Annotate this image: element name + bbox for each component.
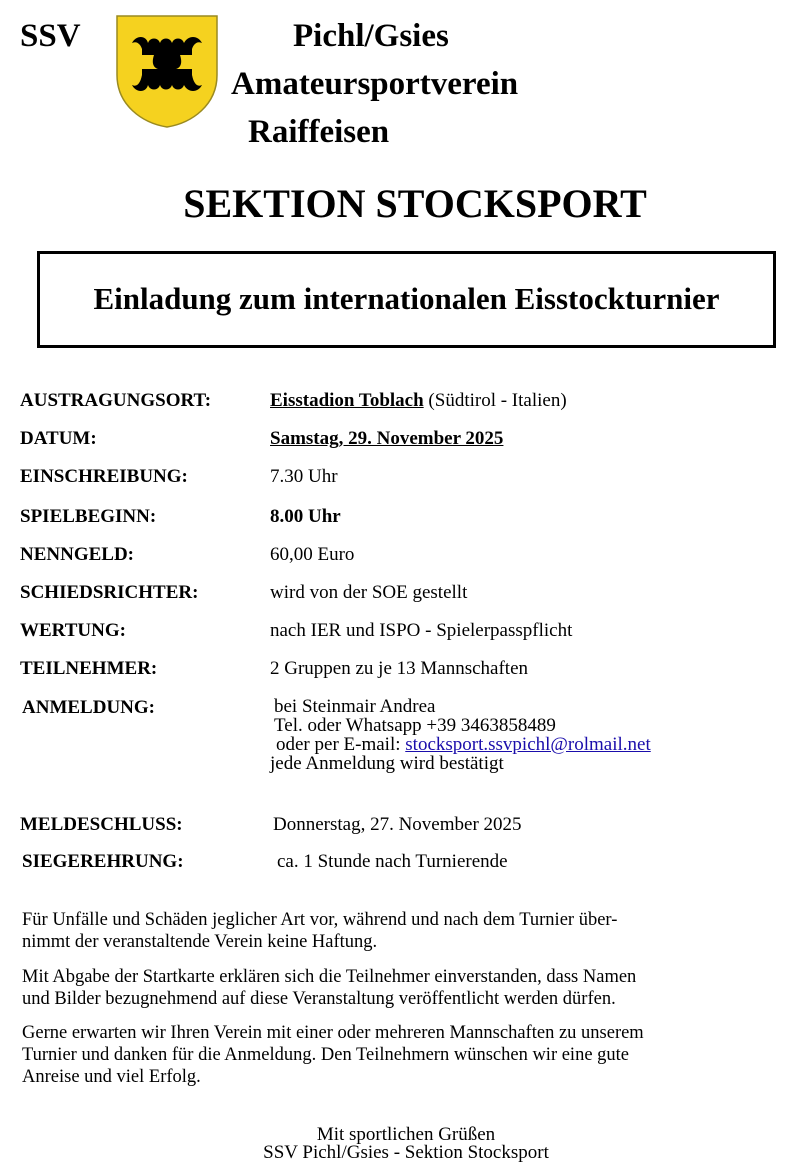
consent-paragraph: [22, 966, 636, 1010]
paragraph-line: Mit Abgabe der Startkarte erklären sich die Teilnehmer einverstanden, dass Namen: [22, 967, 637, 987]
signup-contact: bei Steinmair Andrea: [274, 696, 436, 717]
date-value: Samstag, 29. November 2025: [270, 428, 504, 449]
fee-value: 60,00 Euro: [270, 544, 355, 565]
paragraph-line: nimmt der veranstaltende Verein keine Haftung.: [22, 932, 378, 952]
club-sponsor: Raiffeisen: [248, 114, 390, 150]
club-name: Pichl/Gsies: [293, 18, 449, 54]
signup-email-line: [274, 735, 651, 754]
invitation-box: [37, 251, 776, 348]
fee-label: NENNGELD:: [20, 544, 135, 565]
venue-region: (Südtirol - Italien): [428, 390, 567, 411]
invitation-title: Einladung zum internationalen Eisstockturnier: [93, 281, 720, 316]
scoring-value: nach IER und ISPO - Spielerpasspflicht: [270, 620, 573, 641]
paragraph-line: Turnier und danken für die Anmeldung. Den Teilnehmern wünschen wir eine gute: [22, 1045, 630, 1065]
section-title: SEKTION STOCKSPORT: [183, 181, 647, 226]
scoring-label: WERTUNG:: [20, 620, 126, 641]
deadline-value: Donnerstag, 27. November 2025: [273, 814, 522, 835]
venue-name: Eisstadion Toblach: [270, 390, 424, 411]
date-label: DATUM:: [20, 428, 97, 449]
signup-block: [270, 696, 651, 774]
club-crest-icon: [114, 13, 220, 129]
venue-label: AUSTRAGUNGSORT:: [20, 390, 212, 411]
paragraph-line: und Bilder bezugnehmend auf diese Veranstaltung veröffentlicht werden dürfen.: [22, 989, 616, 1009]
signup-phone: Tel. oder Whatsapp +39 3463858489: [274, 715, 556, 736]
venue-value: [270, 390, 567, 412]
referee-value: wird von der SOE gestellt: [270, 582, 468, 603]
paragraph-line: Anreise und viel Erfolg.: [22, 1067, 201, 1087]
participants-value: 2 Gruppen zu je 13 Mannschaften: [270, 658, 529, 679]
signup-email-link[interactable]: stocksport.ssvpichl@rolmail.net: [405, 734, 651, 755]
paragraph-line: Gerne erwarten wir Ihren Verein mit einer oder mehreren Mannschaften zu unserem: [22, 1023, 644, 1043]
participants-label: TEILNEHMER:: [20, 658, 158, 679]
registration-time-label: EINSCHREIBUNG:: [20, 466, 188, 487]
registration-time-value: 7.30 Uhr: [270, 466, 338, 487]
signup-confirmation: jede Anmeldung wird bestätigt: [270, 753, 504, 774]
club-type: Amateursportverein: [231, 66, 519, 102]
signup-email-prefix: oder per E-mail:: [276, 734, 401, 755]
welcome-paragraph: [22, 1022, 644, 1088]
deadline-label: MELDESCHLUSS:: [20, 814, 183, 835]
start-label: SPIELBEGINN:: [20, 506, 157, 527]
ceremony-label: SIEGEREHRUNG:: [22, 851, 184, 872]
ceremony-value: ca. 1 Stunde nach Turnierende: [277, 851, 508, 872]
closing-signature: SSV Pichl/Gsies - Sektion Stocksport: [263, 1142, 549, 1163]
club-abbreviation: SSV: [20, 18, 81, 54]
closing-greeting: Mit sportlichen Grüßen: [316, 1124, 496, 1145]
signup-label: ANMELDUNG:: [22, 697, 155, 718]
liability-paragraph: [22, 909, 617, 953]
paragraph-line: Für Unfälle und Schäden jeglicher Art vor, während und nach dem Turnier über-: [22, 910, 618, 930]
start-value: 8.00 Uhr: [270, 506, 341, 527]
referee-label: SCHIEDSRICHTER:: [20, 582, 199, 603]
